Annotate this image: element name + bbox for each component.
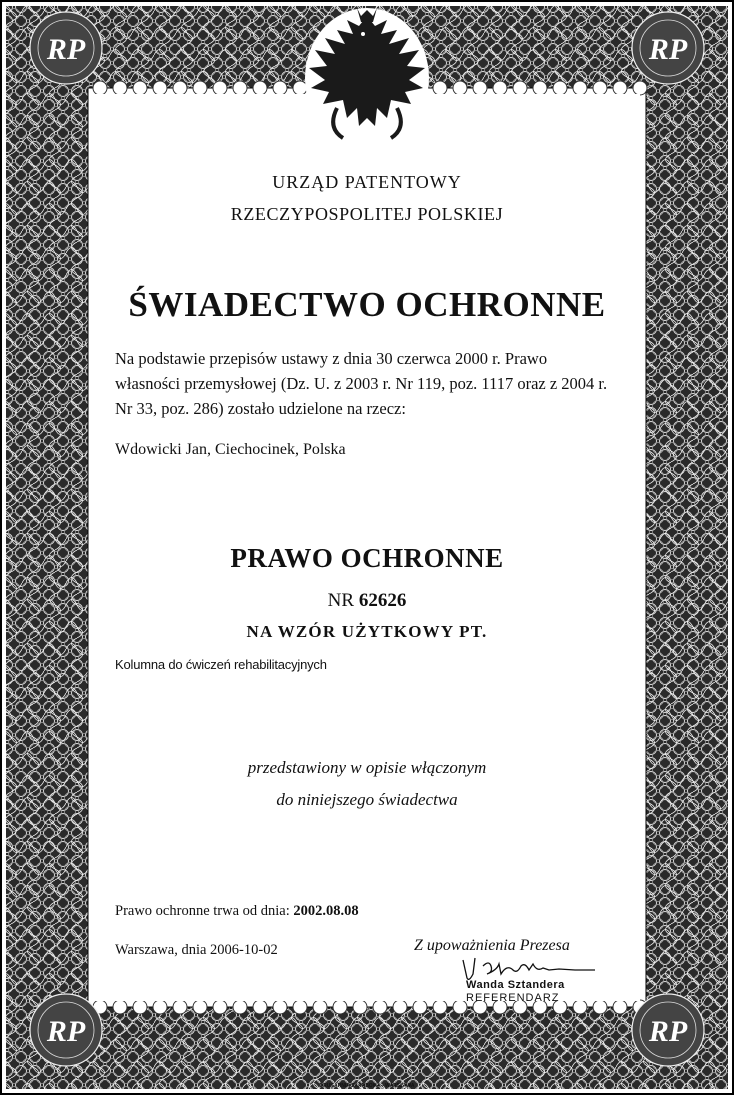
duration-label: Prawo ochronne trwa od dnia: bbox=[115, 903, 290, 919]
right-number-value: 62626 bbox=[358, 590, 407, 611]
corner-monogram-br: RP bbox=[648, 1015, 688, 1048]
rights-holder: Wdowicki Jan, Ciechocinek, Polska bbox=[115, 441, 346, 458]
right-number-label: NR bbox=[327, 590, 355, 611]
corner-monogram-bl: RP bbox=[46, 1015, 86, 1048]
corner-monogram-tr: RP bbox=[648, 33, 688, 66]
legal-basis-paragraph: Na podstawie przepisów ustawy z dnia 30 czerwca 2000 r. Prawo własności przemysłowej (Dz. U. z 2003 r. Nr 119, poz. 1117 oraz z 2004 r. Nr 33, poz. 286) zostało udzielone na rzecz: bbox=[115, 349, 608, 418]
printer-mark: DRUKARNIA SKARBOWA - WARSZAWA bbox=[319, 1083, 415, 1089]
duration-date: 2002.08.08 bbox=[293, 903, 359, 919]
signatory-role: REFERENDARZ bbox=[466, 992, 560, 1004]
office-name-line1: URZĄD PATENTOWY bbox=[272, 172, 462, 192]
authority-note: Z upoważnienia Prezesa bbox=[414, 937, 570, 954]
office-name-line2: RZECZYPOSPOLITEJ POLSKIEJ bbox=[230, 204, 504, 224]
utility-model-subject: Kolumna do ćwiczeń rehabilitacyjnych bbox=[115, 657, 327, 672]
corner-monogram-tl: RP bbox=[46, 33, 86, 66]
description-line2: do niniejszego świadectwa bbox=[276, 790, 458, 809]
place-and-date: Warszawa, dnia 2006-10-02 bbox=[115, 942, 278, 958]
description-line1: przedstawiony w opisie włączonym bbox=[247, 758, 487, 777]
right-type: NA WZÓR UŻYTKOWY PT. bbox=[246, 622, 488, 641]
signatory-name: Wanda Sztandera bbox=[466, 979, 565, 991]
right-title: PRAWO OCHRONNE bbox=[230, 543, 504, 573]
document-title: ŚWIADECTWO OCHRONNE bbox=[128, 285, 606, 324]
